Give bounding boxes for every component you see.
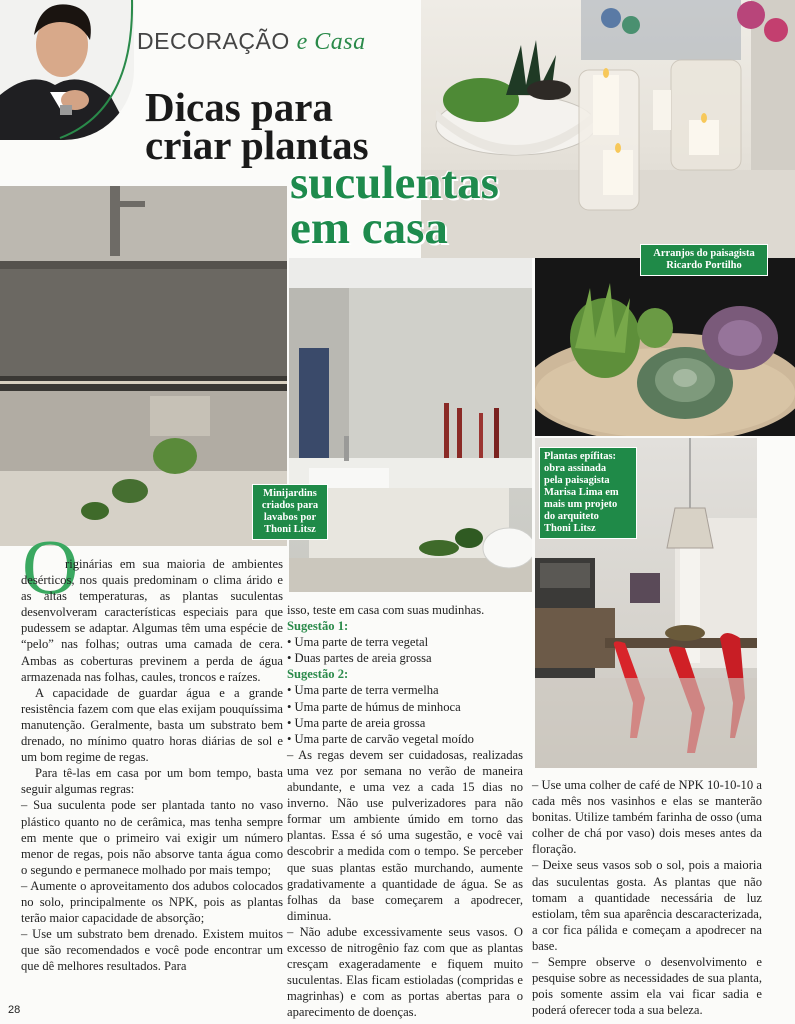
succulent-arrangement-photo <box>535 258 795 436</box>
caption-arranjos-l1: Arranjos do paisagista <box>653 248 755 259</box>
sugestao-2-item-1: • Uma parte de terra vermelha <box>287 683 439 698</box>
c2-paragraph-2: – As regas devem ser cuidadosas, realizadas uma vez por semana no verão de maneira abundante, e uma vez a cada 15 dias no inverno. Não use pulverizadores para não formar um ambiente úmido em torno das plantas. Essa é só uma sugestão, e você vai descobrir a medida com o tempo. Se perceber que suas plantas estão murchando, aumente gradativamente a quantidade de água. Se as folhas da base começarem a apodrecer, diminua. <box>287 747 523 923</box>
caption-minijardins-l3: lavabos por <box>263 512 317 523</box>
column-2 <box>287 602 523 1020</box>
caption-minijardins <box>252 484 328 540</box>
c1-paragraph-5: – Aumente o aproveitamento dos adubos colocados no solo, principalmente os NPK, pois as plantas terão maior capacidade de absorção; <box>21 878 283 926</box>
section-decoracao: DECORAÇÃO <box>137 28 290 54</box>
sugestao-2-title: Sugestão 2: <box>287 667 349 682</box>
title-green-line-2: em casa <box>290 202 448 254</box>
c1-paragraph-3: Para tê-las em casa por um bom tempo, basta seguir algumas regras: <box>21 766 283 797</box>
candles-photo <box>421 0 795 258</box>
c1-paragraph-4: – Sua suculenta pode ser plantada tanto no vaso plástico quanto no de cerâmica, mas tenha sempre em mente que o primeiro vai exigir um número menor de regas, pois não absorve tanta água como o segundo e permanece molhado por mais tempo; <box>21 798 283 877</box>
caption-epifitas-l4: Marisa Lima em <box>544 487 619 498</box>
lavabo-mirror-photo <box>289 258 532 592</box>
title-line-2: criar plantas <box>145 122 369 168</box>
bathroom-sink-photo <box>0 186 287 546</box>
c3-paragraph-2: – Deixe seus vasos sob o sol, pois a maioria das suculentas gosta. As plantas que não tomam a quantidade necessária de luz estiolam, têm sua aparência descaracterizada, a cor fica pálida e começam a apodrecer na base. <box>532 858 762 953</box>
column-3 <box>532 777 762 1018</box>
page-number: 28 <box>8 1004 21 1016</box>
caption-epifitas-l7: Thoni Litsz <box>544 523 596 534</box>
caption-arranjos-l2: Ricardo Portilho <box>666 260 742 271</box>
section-label <box>137 28 366 56</box>
c1-paragraph-6: – Use um substrato bem drenado. Existem muitos que são recomendados e você pode encontrar um que dê melhores resultados. Para <box>21 927 283 974</box>
sugestao-2-item-2: • Uma parte de húmus de minhoca <box>287 699 461 714</box>
caption-epifitas-l2: obra assinada <box>544 463 607 474</box>
column-1 <box>21 556 283 974</box>
c2-paragraph-1: isso, teste em casa com suas mudinhas. <box>287 603 485 617</box>
caption-arranjos <box>640 244 768 276</box>
sugestao-1-item-2: • Duas partes de areia grossa <box>287 651 432 666</box>
c2-paragraph-3: – Não adube excessivamente seus vasos. O excesso de nitrogênio faz com que as plantas cresçam exageradamente e fiquem muito suculentas. Elas ficam estioladas (compridas e magrinhas) e com as portas abertas para o aparecimento de doenças. <box>287 924 523 1020</box>
sugestao-1-title: Sugestão 1: <box>287 619 349 634</box>
sugestao-2-item-4: • Uma parte de carvão vegetal moído <box>287 731 474 746</box>
caption-epifitas-l6: do arquiteto <box>544 511 599 522</box>
section-e-casa: e Casa <box>296 29 366 55</box>
caption-minijardins-l2: criados para <box>261 500 319 511</box>
caption-minijardins-l4: Thoni Litsz <box>264 524 316 535</box>
title-green-line-1: suculentas <box>290 157 499 209</box>
c1-paragraph-1: riginárias em sua maioria de ambientes desérticos, nos quais predominam o clima árido e as altas temperaturas, as plantas suculentas desenvolveram características especiais para que pudessem se adaptar. Algumas têm uma espécie de “pelo” nas folhas; outras uma camada de cera. Ambas as coberturas previnem a perda de água armazenada nas folhas, caules, troncos e raízes. <box>21 557 283 684</box>
author-portrait <box>0 0 134 140</box>
caption-epifitas <box>539 447 637 539</box>
caption-minijardins-l1: Minijardins <box>263 488 317 499</box>
sugestao-2-item-3: • Uma parte de areia grossa <box>287 715 426 730</box>
title-line-1: Dicas para <box>145 84 333 130</box>
sugestao-1-item-1: • Uma parte de terra vegetal <box>287 635 429 650</box>
c1-paragraph-2: A capacidade de guardar água e a grande resistência fazem com que elas exijam pouquíssima manutenção. Geralmente, basta um substrato bem drenado, no mínimo quatro horas diárias de sol e um bom regime de regas. <box>21 685 283 765</box>
c3-paragraph-3: – Sempre observe o desenvolvimento e pesquise sobre as necessidades de sua planta, pois somente assim ela vai ficar sadia e poderá oferecer toda a sua beleza. <box>532 955 762 1018</box>
caption-epifitas-l1: Plantas epífitas: <box>544 451 617 462</box>
caption-epifitas-l3: pela paisagista <box>544 475 610 486</box>
caption-epifitas-l5: mais um projeto <box>544 499 618 510</box>
c3-paragraph-1: – Use uma colher de café de NPK 10-10-10 a cada mês nos vasinhos e elas se manterão bonitas. Utilize também farinha de osso (uma colher de chá por vaso) dois meses antes da floração. <box>532 778 762 857</box>
dropcap: O <box>22 523 79 610</box>
